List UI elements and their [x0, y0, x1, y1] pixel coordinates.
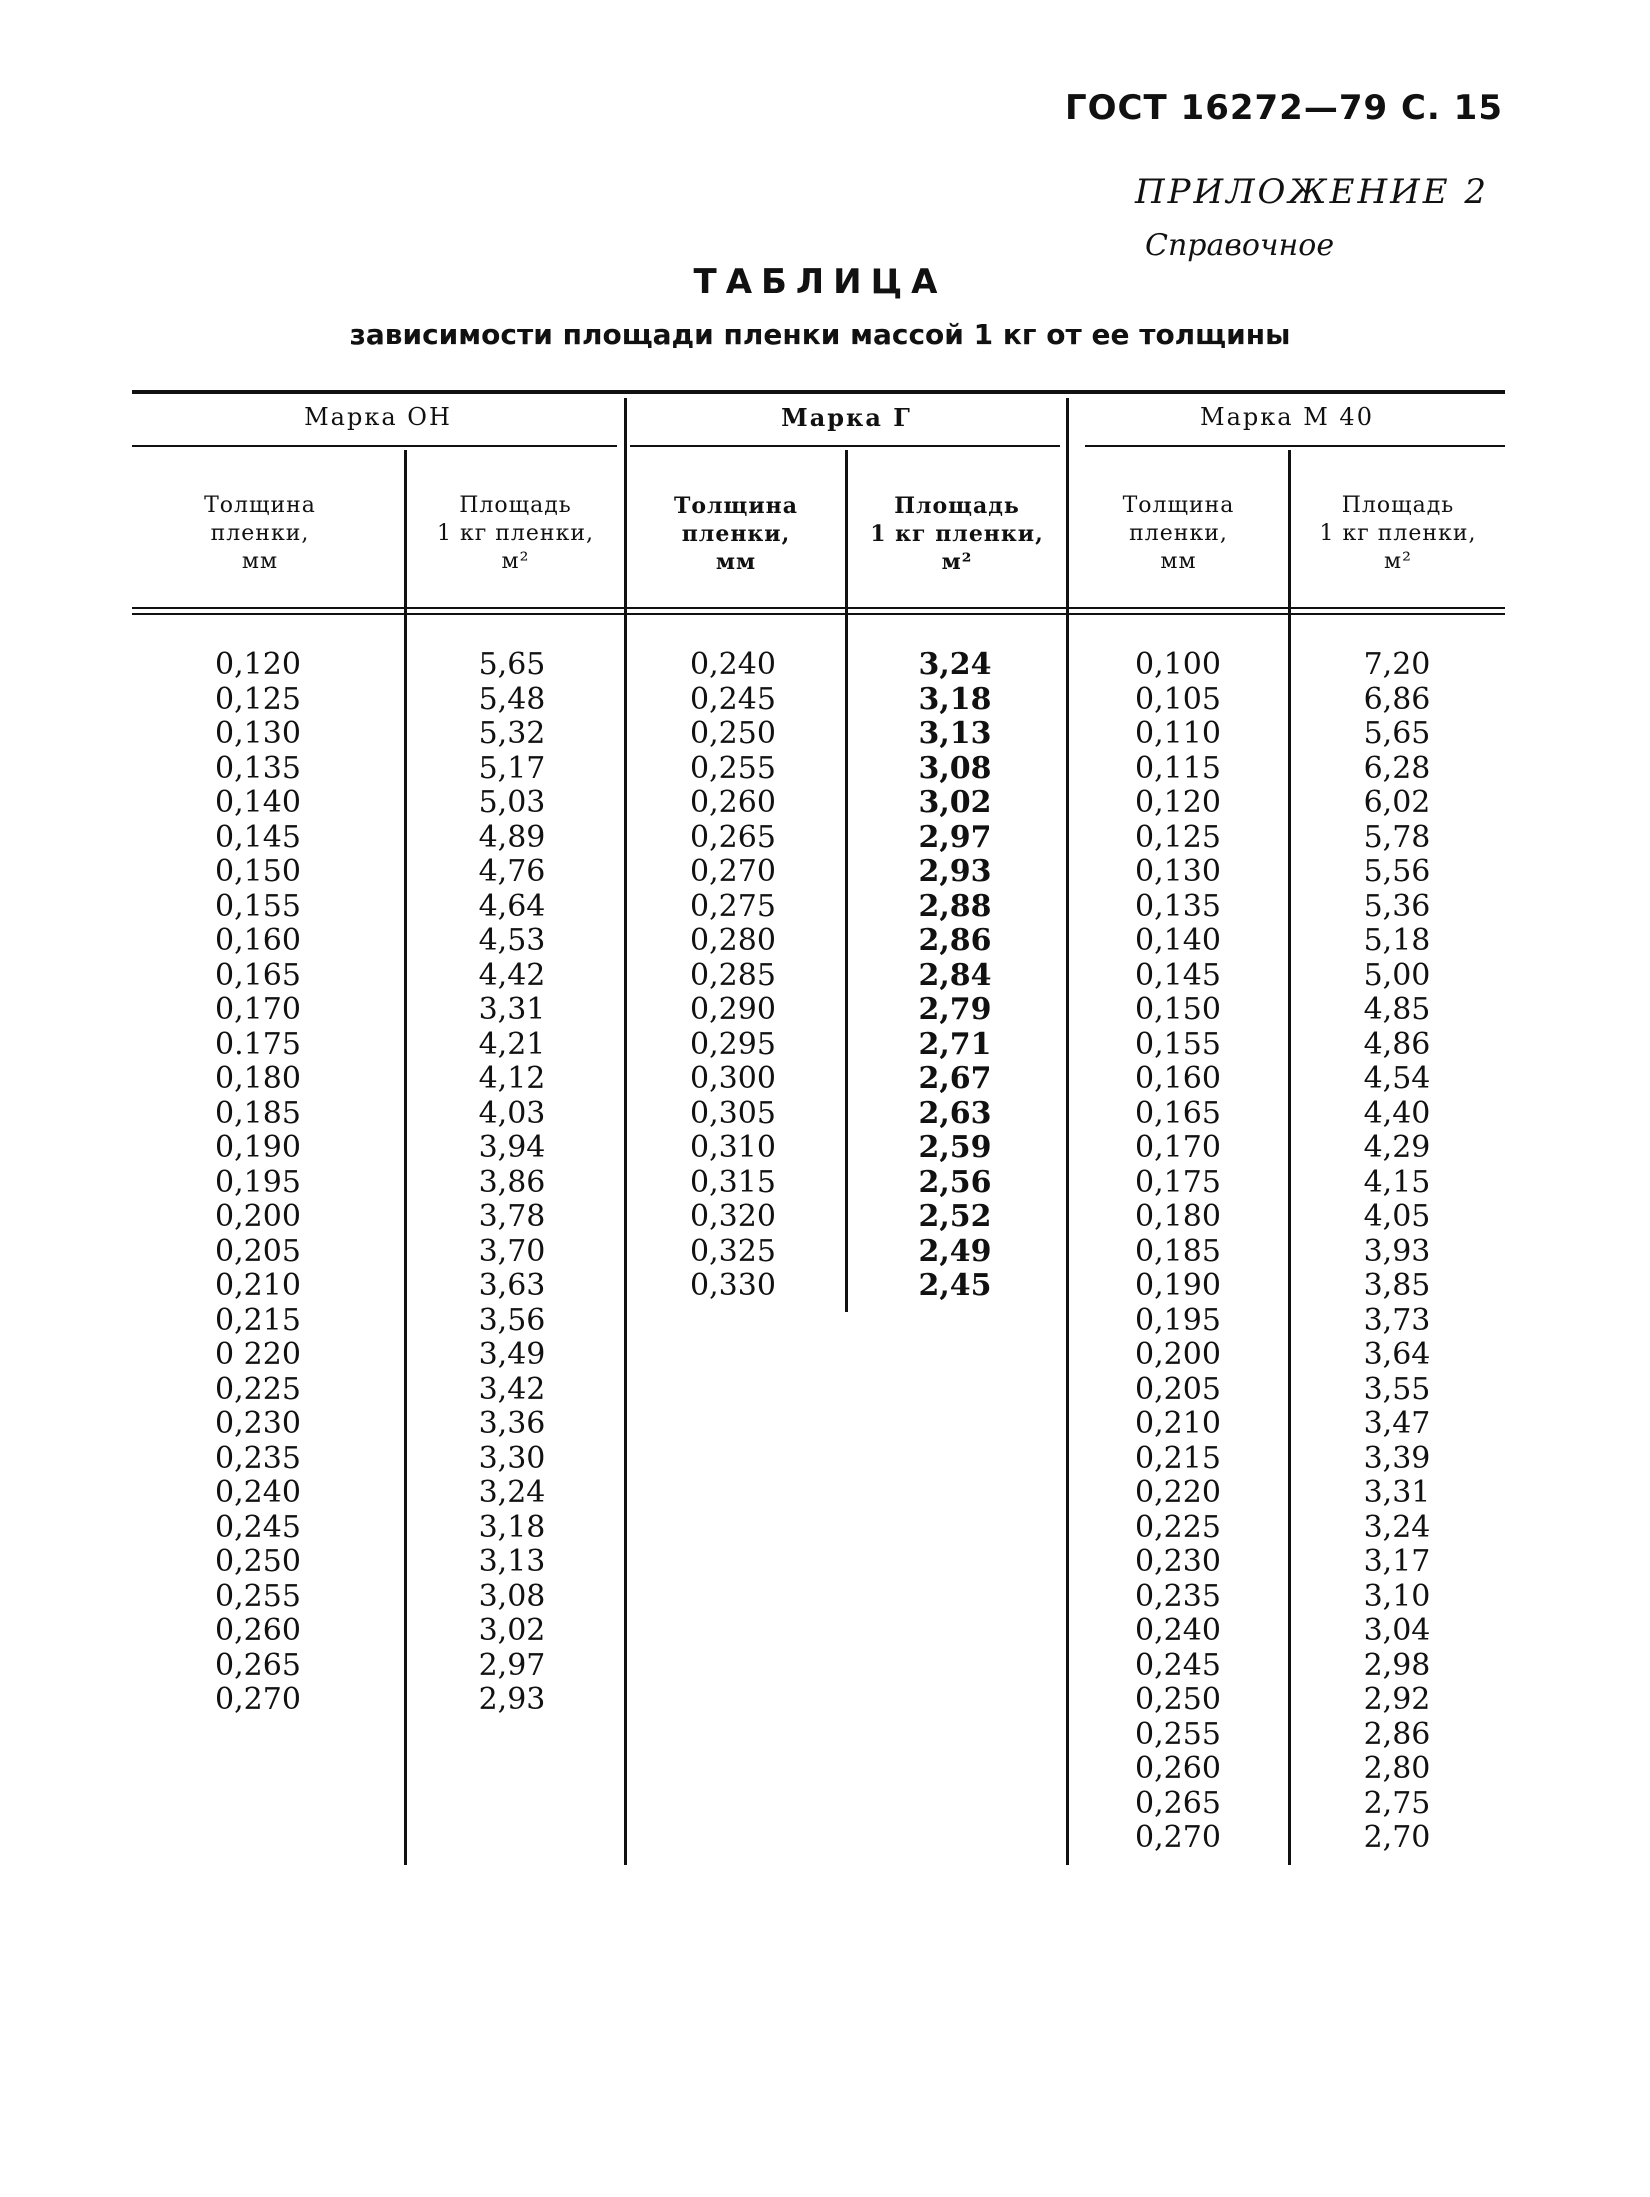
table-cell: 0,230: [1135, 1544, 1221, 1579]
table-cell: 3,31: [478, 992, 546, 1027]
table-cell: 0,270: [215, 1682, 301, 1717]
column-header-area: Площадь 1 кг пленки, м²: [870, 493, 1044, 575]
table-cell: 0,180: [1135, 1199, 1221, 1234]
table-cell: 0,150: [215, 854, 301, 889]
table-cell: 2,93: [918, 854, 992, 889]
table-cell: 4,42: [478, 957, 546, 993]
table-cell: 3,47: [1363, 1406, 1431, 1441]
table-cell: 2,86: [918, 923, 992, 958]
column-divider: [404, 450, 407, 1865]
table-cell: 0,220: [1135, 1475, 1221, 1510]
table-cell: 0,235: [215, 1440, 301, 1476]
table-cell: 0,180: [215, 1061, 301, 1096]
table-cell: 3,63: [478, 1268, 546, 1303]
table-cell: 0 220: [215, 1337, 301, 1372]
table-cell: 4,54: [1363, 1061, 1431, 1096]
table-cell: 0,135: [1135, 888, 1221, 924]
table-cell: 4,12: [478, 1061, 546, 1096]
column-header-thickness: Толщина пленки, мм: [673, 493, 799, 575]
table-cell: 4,86: [1363, 1026, 1431, 1062]
brand-rule-m40: [1085, 445, 1505, 447]
table-cell: 0,205: [1135, 1371, 1221, 1407]
table-cell: 0,165: [215, 957, 301, 993]
table-cell: 0,105: [1135, 681, 1221, 717]
table-cell: 0,235: [1135, 1578, 1221, 1614]
table-cell: 0,265: [1135, 1785, 1221, 1821]
table-cell: 3,93: [1363, 1233, 1431, 1269]
table-cell: 0,125: [215, 681, 301, 717]
table-cell: 0,310: [690, 1130, 776, 1165]
appendix-subtitle: Справочное: [1145, 228, 1335, 263]
table-cell: 3,24: [1363, 1509, 1431, 1545]
table-cell: 0,210: [215, 1268, 301, 1303]
table-cell: 6,28: [1363, 750, 1431, 786]
table-cell: 4,40: [1363, 1095, 1431, 1131]
table-top-rule: [132, 390, 1505, 394]
table-cell: 2,49: [918, 1233, 992, 1269]
column-header-area: Площадь 1 кг пленки, м²: [437, 493, 594, 574]
table-cell: 0,255: [690, 750, 776, 786]
table-cell: 0,160: [1135, 1061, 1221, 1096]
table-cell: 0,155: [215, 888, 301, 924]
table-title: ТАБЛИЦА: [693, 262, 947, 302]
table-cell: 0,145: [215, 819, 301, 855]
table-cell: 6,02: [1363, 785, 1431, 820]
table-cell: 5,48: [478, 681, 546, 717]
table-cell: 0,270: [1135, 1820, 1221, 1855]
table-cell: 3,24: [918, 647, 992, 682]
table-cell: 2,75: [1363, 1785, 1431, 1821]
table-cell: 0,205: [215, 1233, 301, 1269]
table-cell: 0,240: [690, 647, 776, 682]
table-cell: 0,195: [215, 1164, 301, 1200]
table-cell: 3,30: [478, 1440, 546, 1476]
table-cell: 0,255: [215, 1578, 301, 1614]
table-cell: 5,78: [1363, 819, 1431, 855]
table-cell: 3,36: [478, 1406, 546, 1441]
table-cell: 2,97: [478, 1647, 546, 1683]
table-cell: 5,65: [1363, 716, 1431, 751]
table-cell: 3,55: [1363, 1371, 1431, 1407]
table-cell: 4,85: [1363, 992, 1431, 1027]
table-cell: 0,215: [1135, 1440, 1221, 1476]
table-cell: 0,250: [690, 716, 776, 751]
brand-divider: [624, 398, 627, 1865]
table-cell: 0,165: [1135, 1095, 1221, 1131]
table-cell: 0,195: [1135, 1302, 1221, 1338]
table-cell: 0,260: [215, 1613, 301, 1648]
table-cell: 0,255: [1135, 1716, 1221, 1752]
table-cell: 0,315: [690, 1164, 776, 1200]
table-cell: 2,71: [918, 1026, 992, 1062]
table-cell: 3,10: [1363, 1578, 1431, 1614]
table-cell: 3,42: [478, 1371, 546, 1407]
thickness-column-on: [158, 648, 358, 1718]
table-cell: 2,80: [1363, 1751, 1431, 1786]
table-cell: 5,36: [1363, 888, 1431, 924]
table-cell: 3,17: [1363, 1544, 1431, 1579]
table-cell: 3,94: [478, 1130, 546, 1165]
table-cell: 4,89: [478, 819, 546, 855]
table-cell: 3,73: [1363, 1302, 1431, 1338]
table-cell: 3,24: [478, 1475, 546, 1510]
table-cell: 2,56: [918, 1164, 992, 1200]
table-cell: 0.175: [215, 1026, 301, 1062]
table-cell: 3,31: [1363, 1475, 1431, 1510]
table-cell: 2,79: [918, 992, 992, 1027]
table-cell: 2,92: [1363, 1682, 1431, 1717]
table-cell: 0,285: [690, 957, 776, 993]
column-divider: [1288, 450, 1291, 1865]
table-cell: 3,08: [918, 750, 992, 786]
table-cell: 0,305: [690, 1095, 776, 1131]
table-cell: 0,160: [215, 923, 301, 958]
table-cell: 3,85: [1363, 1268, 1431, 1303]
table-cell: 0,225: [215, 1371, 301, 1407]
table-cell: 0,290: [690, 992, 776, 1027]
brand-header-m40: Марка М 40: [1200, 403, 1374, 431]
table-cell: 3,04: [1363, 1613, 1431, 1648]
table-cell: 0,265: [215, 1647, 301, 1683]
brand-rule-on: [132, 445, 617, 447]
table-cell: 0,190: [215, 1130, 301, 1165]
table-cell: 2,93: [478, 1682, 546, 1717]
table-cell: 0,170: [1135, 1130, 1221, 1165]
table-cell: 0,125: [1135, 819, 1221, 855]
table-cell: 5,32: [478, 716, 546, 751]
table-cell: 4,05: [1363, 1199, 1431, 1234]
table-cell: 2,86: [1363, 1716, 1431, 1752]
table-cell: 2,63: [918, 1095, 992, 1131]
table-cell: 0,120: [215, 647, 301, 682]
table-cell: 0,250: [1135, 1682, 1221, 1717]
table-cell: 5,56: [1363, 854, 1431, 889]
table-cell: 0,245: [1135, 1647, 1221, 1683]
table-cell: 3,86: [478, 1164, 546, 1200]
column-divider: [845, 450, 848, 1312]
table-cell: 0,145: [1135, 957, 1221, 993]
table-cell: 0,140: [1135, 923, 1221, 958]
table-cell: 0,130: [215, 716, 301, 751]
table-cell: 0,230: [215, 1406, 301, 1441]
table-cell: 3,64: [1363, 1337, 1431, 1372]
brand-rule-g: [630, 445, 1060, 447]
table-cell: 3,13: [918, 716, 992, 751]
table-cell: 0,270: [690, 854, 776, 889]
table-cell: 2,59: [918, 1130, 992, 1165]
table-cell: 0,100: [1135, 647, 1221, 682]
table-cell: 0,260: [1135, 1751, 1221, 1786]
table-cell: 2,45: [918, 1268, 992, 1303]
table-cell: 0,175: [1135, 1164, 1221, 1200]
table-cell: 6,86: [1363, 681, 1431, 717]
table-cell: 2,67: [918, 1061, 992, 1096]
table-cell: 5,03: [478, 785, 546, 820]
table-cell: 0,250: [215, 1544, 301, 1579]
table-cell: 5,65: [478, 647, 546, 682]
column-header-thickness: Толщина пленки, мм: [204, 493, 316, 574]
table-cell: 0,120: [1135, 785, 1221, 820]
table-cell: 0,325: [690, 1233, 776, 1269]
table-cell: 0,115: [1135, 750, 1221, 786]
table-cell: 0,330: [690, 1268, 776, 1303]
table-cell: 2,70: [1363, 1820, 1431, 1855]
table-cell: 4,29: [1363, 1130, 1431, 1165]
table-cell: 0,260: [690, 785, 776, 820]
table-cell: 3,78: [478, 1199, 546, 1234]
table-cell: 0,190: [1135, 1268, 1221, 1303]
page-header: ГОСТ 16272—79 С. 15: [1064, 88, 1503, 128]
column-header-thickness: Толщина пленки, мм: [1122, 493, 1235, 574]
table-cell: 2,52: [918, 1199, 992, 1234]
table-cell: 0,320: [690, 1199, 776, 1234]
column-header-area: Площадь 1 кг пленки, м²: [1319, 493, 1477, 574]
table-cell: 3,02: [918, 785, 992, 820]
table-cell: 3,08: [478, 1578, 546, 1614]
table-cell: 0,275: [690, 888, 776, 924]
table-cell: 3,18: [918, 681, 992, 717]
table-cell: 3,56: [478, 1302, 546, 1338]
header-bottom-rule-1: [132, 607, 1505, 609]
thickness-column-m40: [1078, 648, 1278, 1856]
area-column-on: [412, 648, 612, 1718]
table-cell: 0,130: [1135, 854, 1221, 889]
table-cell: 7,20: [1363, 647, 1431, 682]
table-cell: 3,13: [478, 1544, 546, 1579]
table-cell: 0,200: [1135, 1337, 1221, 1372]
table-cell: 4,53: [478, 923, 546, 958]
header-bottom-rule-2: [132, 613, 1505, 615]
table-subtitle: зависимости площади пленки массой 1 кг от ее толщины: [349, 318, 1291, 351]
area-column-m40: [1297, 648, 1497, 1856]
table-cell: 0,240: [1135, 1613, 1221, 1648]
table-cell: 2,97: [918, 819, 992, 855]
table-cell: 5,00: [1363, 957, 1431, 993]
table-cell: 0,265: [690, 819, 776, 855]
brand-header-on: Марка ОН: [304, 403, 452, 431]
table-cell: 3,18: [478, 1509, 546, 1545]
table-cell: 0,300: [690, 1061, 776, 1096]
table-cell: 0,295: [690, 1026, 776, 1062]
table-cell: 0,135: [215, 750, 301, 786]
table-cell: 0,200: [215, 1199, 301, 1234]
table-cell: 0,150: [1135, 992, 1221, 1027]
table-cell: 0,240: [215, 1475, 301, 1510]
area-column-g: [855, 648, 1055, 1304]
table-cell: 3,39: [1363, 1440, 1431, 1476]
table-cell: 3,49: [478, 1337, 546, 1372]
table-cell: 0,140: [215, 785, 301, 820]
appendix-title: ПРИЛОЖЕНИЕ 2: [1135, 172, 1490, 212]
table-cell: 3,70: [478, 1233, 546, 1269]
table-cell: 5,17: [478, 750, 546, 786]
brand-divider: [1066, 398, 1069, 1865]
table-cell: 0,215: [215, 1302, 301, 1338]
table-cell: 0,155: [1135, 1026, 1221, 1062]
table-cell: 2,88: [918, 888, 992, 924]
table-cell: 0,110: [1135, 716, 1221, 751]
table-cell: 4,03: [478, 1095, 546, 1131]
table-cell: 5,18: [1363, 923, 1431, 958]
table-cell: 0,225: [1135, 1509, 1221, 1545]
table-cell: 2,84: [918, 957, 992, 993]
table-cell: 0,170: [215, 992, 301, 1027]
table-cell: 3,02: [478, 1613, 546, 1648]
table-cell: 0,185: [1135, 1233, 1221, 1269]
brand-header-g: Марка Г: [781, 403, 912, 432]
table-cell: 0,185: [215, 1095, 301, 1131]
thickness-column-g: [633, 648, 833, 1304]
table-cell: 4,21: [478, 1026, 546, 1062]
table-cell: 0,245: [215, 1509, 301, 1545]
table-cell: 4,76: [478, 854, 546, 889]
table-cell: 0,245: [690, 681, 776, 717]
table-cell: 4,64: [478, 888, 546, 924]
table-cell: 4,15: [1363, 1164, 1431, 1200]
table-cell: 0,210: [1135, 1406, 1221, 1441]
table-cell: 0,280: [690, 923, 776, 958]
table-cell: 2,98: [1363, 1647, 1431, 1683]
